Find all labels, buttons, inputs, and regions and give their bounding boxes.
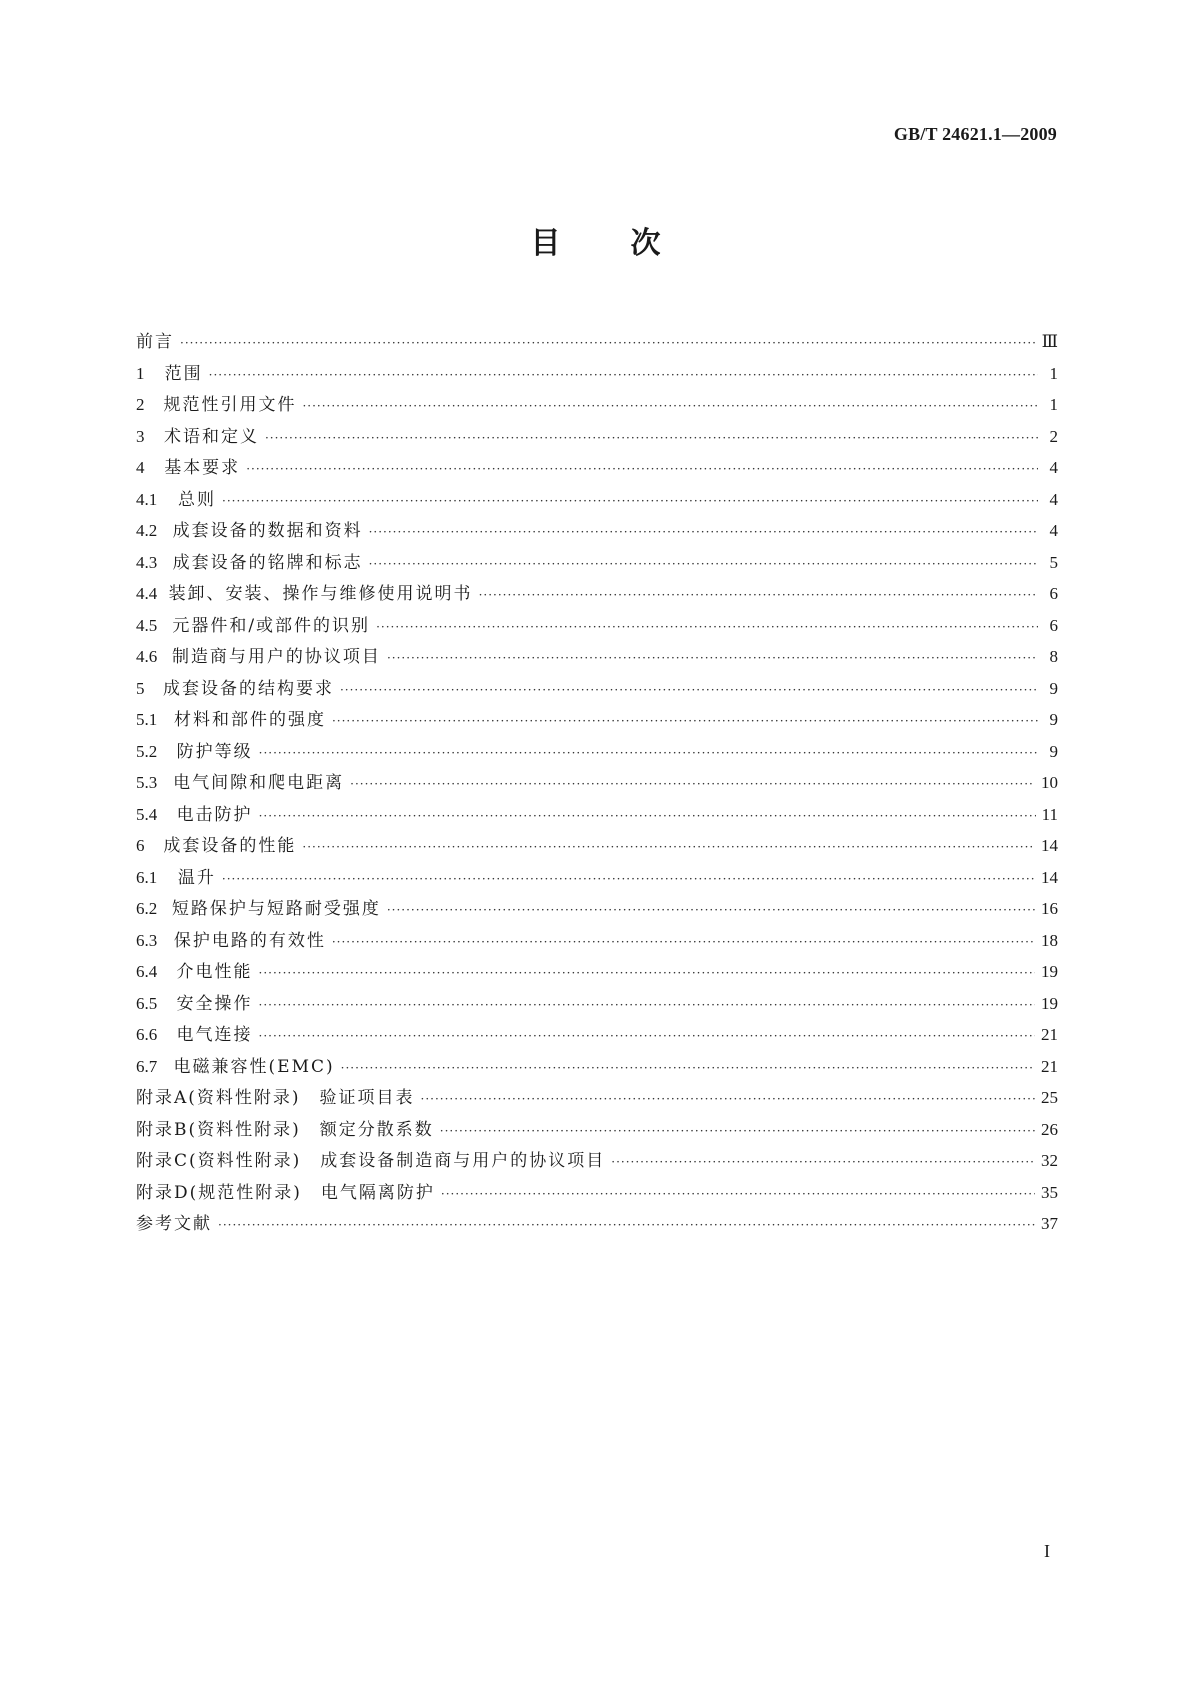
toc-entry[interactable] [136,453,1058,485]
toc-entry-page: 8 [1049,647,1058,666]
dot-leader [259,746,1038,760]
toc-entry-number: 1 [136,363,145,383]
toc-entry-title: 附录C(资料性附录) 成套设备制造商与用户的协议项目 [136,1151,606,1171]
toc-entry-title: 参考文献 [136,1214,212,1234]
toc-entry-page: 11 [1041,804,1058,824]
toc-entry-number: 5.1 [136,710,158,729]
toc-entry-annex-a[interactable] [136,1083,1058,1115]
toc-entry-number: 4.1 [136,489,158,509]
toc-entry-page: 4 [1049,489,1058,509]
dot-leader [350,777,1035,791]
toc-entry-title: 电气间隙和爬电距离 [173,773,345,793]
toc-entry-title: 防护等级 [176,741,253,762]
dot-leader [441,1187,1035,1201]
dot-leader [369,525,1038,539]
dot-leader [302,399,1038,413]
toc-entry-number: 5.4 [136,804,158,824]
toc-entry[interactable] [136,674,1058,706]
toc-entry-title: 总则 [178,489,216,510]
toc-entry-title: 电磁兼容性(EMC) [173,1056,335,1077]
dot-leader [259,998,1035,1012]
toc-entry-page: 6 [1049,584,1058,603]
toc-entry-number: 6.7 [136,1056,158,1076]
toc-entry-title: 成套设备的铭牌和标志 [172,552,363,573]
dot-leader [479,588,1038,602]
toc-entry-number: 5.2 [136,741,158,761]
toc-entry[interactable] [136,1052,1058,1084]
toc-entry-title: 安全操作 [176,993,253,1014]
toc-entry-title: 介电性能 [176,962,253,982]
toc-entry-title: 附录D(规范性附录) 电气隔离防护 [136,1182,435,1203]
toc-entry-number: 6.1 [136,867,158,887]
dot-leader [341,1061,1035,1075]
dot-leader [332,714,1038,728]
toc-entry-title: 电击防护 [176,804,253,825]
toc-entry[interactable] [136,831,1058,863]
dot-leader [259,809,1036,823]
toc-entry-annex-b[interactable] [136,1115,1058,1147]
dot-leader [218,1218,1035,1232]
toc-entry-page: 32 [1041,1151,1058,1170]
toc-entry-number: 6.2 [136,899,158,918]
toc-entry-page: 1 [1049,363,1058,383]
toc-entry[interactable] [136,359,1058,391]
dot-leader [340,683,1038,697]
toc-entry[interactable] [136,957,1058,989]
toc-entry-page: 4 [1049,458,1058,477]
toc-entry-title: 制造商与用户的协议项目 [171,647,381,667]
toc-entry[interactable] [136,768,1058,800]
toc-entry-title: 材料和部件的强度 [173,710,326,730]
toc-entry-number: 6 [136,836,145,855]
dot-leader [259,966,1035,980]
toc-entry-title: 保护电路的有效性 [173,930,326,951]
toc-entry-number: 5.3 [136,773,158,792]
toc-entry-page: 9 [1049,710,1058,729]
toc-entry-page: 4 [1049,521,1058,540]
toc-entry-number: 3 [136,426,145,446]
dot-leader [180,336,1036,350]
toc-entry-number: 6.3 [136,930,158,950]
toc-entry-number: 6.4 [136,962,158,981]
toc-entry[interactable] [136,800,1058,832]
toc-entry-title: 基本要求 [164,458,241,478]
toc-entry[interactable] [136,705,1058,737]
toc-entry-title: 电气连接 [176,1025,253,1045]
toc-entry-title: 附录B(资料性附录) 额定分散系数 [136,1119,434,1140]
toc-entry[interactable] [136,1020,1058,1052]
toc-entry-foreword[interactable] [136,327,1058,359]
toc-entry-page: 21 [1041,1025,1058,1044]
toc-entry[interactable] [136,737,1058,769]
toc-entry-page: 6 [1049,615,1058,635]
toc-entry-page: 16 [1041,899,1058,918]
toc-entry[interactable] [136,579,1058,611]
dot-leader [387,651,1038,665]
toc-entry-page: 2 [1049,426,1058,446]
page-title: 目次 [530,226,731,261]
toc-entry-number: 4.2 [136,521,158,540]
toc-entry-number: 4.4 [136,584,158,603]
page-number: I [1044,1541,1050,1561]
document-code: GB/T 24621.1—2009 [893,124,1057,144]
dot-leader [369,557,1038,571]
toc-entry-page: Ⅲ [1041,332,1058,351]
dot-leader [332,935,1035,949]
toc-entry-page: 19 [1041,993,1058,1013]
dot-leader [246,462,1038,476]
toc-entry-number: 5 [136,678,145,698]
toc-entry[interactable] [136,611,1058,643]
toc-entry-bibliography[interactable] [136,1209,1058,1241]
toc-entry-number: 4.6 [136,647,158,666]
dot-leader [209,368,1038,382]
dot-leader [265,431,1038,445]
toc-entry-title: 成套设备的性能 [163,836,297,856]
toc-entry-page: 1 [1049,395,1058,414]
toc-entry-number: 6.5 [136,993,158,1013]
toc-entry-number: 6.6 [136,1025,158,1044]
toc-entry-title: 前言 [136,332,174,352]
toc-entry-page: 9 [1049,741,1058,761]
toc-entry-page: 37 [1041,1214,1058,1233]
toc-entry-title: 附录A(资料性附录) 验证项目表 [136,1088,415,1108]
table-of-contents [136,327,1058,1241]
dot-leader [302,840,1035,854]
dot-leader [376,620,1038,634]
toc-entry-number: 4 [136,458,145,477]
dot-leader [611,1155,1035,1169]
toc-entry-page: 9 [1049,678,1058,698]
toc-entry-title: 成套设备的结构要求 [162,678,334,699]
toc-entry[interactable] [136,390,1058,422]
dot-leader [259,1029,1035,1043]
toc-entry[interactable] [136,863,1058,895]
toc-entry-title: 元器件和/或部件的识别 [172,615,371,636]
toc-entry[interactable] [136,516,1058,548]
toc-entry[interactable] [136,926,1058,958]
toc-entry[interactable] [136,894,1058,926]
toc-entry-number: 4.3 [136,552,158,572]
toc-entry-title: 温升 [177,867,216,888]
toc-entry[interactable] [136,989,1058,1021]
toc-entry-page: 14 [1041,867,1058,887]
toc-entry-page: 26 [1041,1119,1058,1139]
toc-entry-annex-d[interactable] [136,1178,1058,1210]
toc-entry-page: 10 [1041,773,1058,792]
toc-entry-title: 成套设备的数据和资料 [172,521,363,541]
dot-leader [421,1092,1035,1106]
dot-leader [222,872,1035,886]
toc-entry-page: 19 [1041,962,1058,981]
dot-leader [440,1124,1035,1138]
toc-entry-title: 范围 [164,363,203,384]
toc-entry-title: 术语和定义 [163,426,259,447]
dot-leader [387,903,1035,917]
toc-entry[interactable] [136,642,1058,674]
toc-entry[interactable] [136,422,1058,454]
toc-entry-annex-c[interactable] [136,1146,1058,1178]
toc-entry[interactable] [136,485,1058,517]
toc-entry-title: 短路保护与短路耐受强度 [171,899,381,919]
toc-entry-page: 35 [1041,1182,1058,1202]
toc-entry-number: 4.5 [136,615,158,635]
toc-entry-page: 18 [1041,930,1058,950]
toc-entry-page: 14 [1041,836,1058,855]
toc-entry-title: 规范性引用文件 [163,395,297,415]
toc-entry-title: 装卸、安装、操作与维修使用说明书 [168,584,473,604]
toc-entry-page: 25 [1041,1088,1058,1107]
dot-leader [222,494,1038,508]
toc-entry-number: 2 [136,395,145,414]
toc-entry[interactable] [136,548,1058,580]
toc-entry-page: 21 [1041,1056,1058,1076]
toc-entry-page: 5 [1049,552,1058,572]
